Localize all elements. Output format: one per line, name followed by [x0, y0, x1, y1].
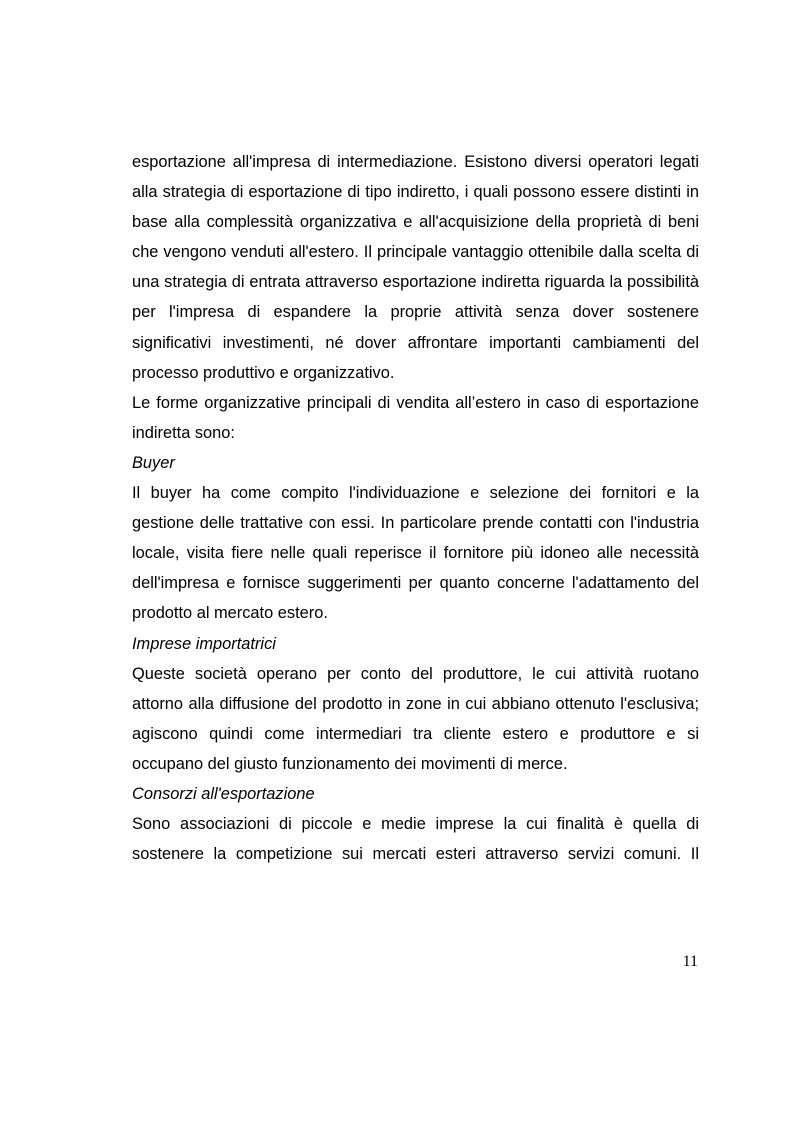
paragraph-buyer: Il buyer ha come compito l'individuazione e selezione dei fornitori e la gestione delle trattative con essi. In particolare prende contatti con l'industria locale, visita fiere nelle quali reperisce il fornitore più idoneo alle necessità dell'impresa e fornisce suggerimenti per quanto concerne l'adattamento del prodotto al mercato estero. [132, 484, 699, 623]
page-number: 11 [682, 953, 698, 970]
heading-buyer: Buyer [132, 453, 175, 472]
paragraph-organizational-forms-intro: Le forme organizzative principali di vendita all’estero in caso di esportazione indiretta sono: [132, 393, 699, 442]
paragraph-indirect-export-overview: esportazione all'impresa di intermediazione. Esistono diversi operatori legati alla strategia di esportazione di tipo indiretto, i quali possono essere distinti in base alla complessità organizzativa e all'acquisizione della proprietà di beni che vengono venduti all'estero. Il principale vantaggio ottenibile dalla scelta di una strategia di entrata attraverso esportazione indiretta riguarda la possibilità per l'impresa di espandere la proprie attività senza dover sostenere significativi investimenti, né dover affrontare importanti cambiamenti del processo produttivo e organizzativo. [132, 153, 699, 382]
paragraph-export-consortia: Sono associazioni di piccole e medie imprese la cui finalità è quella di sostenere la competizione sui mercati esteri attraverso servizi comuni. Il [132, 815, 699, 864]
paragraph-importing-companies: Queste società operano per conto del produttore, le cui attività ruotano attorno alla diffusione del prodotto in zone in cui abbiano ottenuto l'esclusiva; agiscono quindi come intermediari tra cliente estero e produttore e si occupano del giusto funzionamento dei movimenti di merce. [132, 664, 699, 773]
heading-importing-companies: Imprese importatrici [132, 634, 276, 653]
heading-export-consortia: Consorzi all'esportazione [132, 784, 315, 803]
body-text [132, 147, 699, 869]
